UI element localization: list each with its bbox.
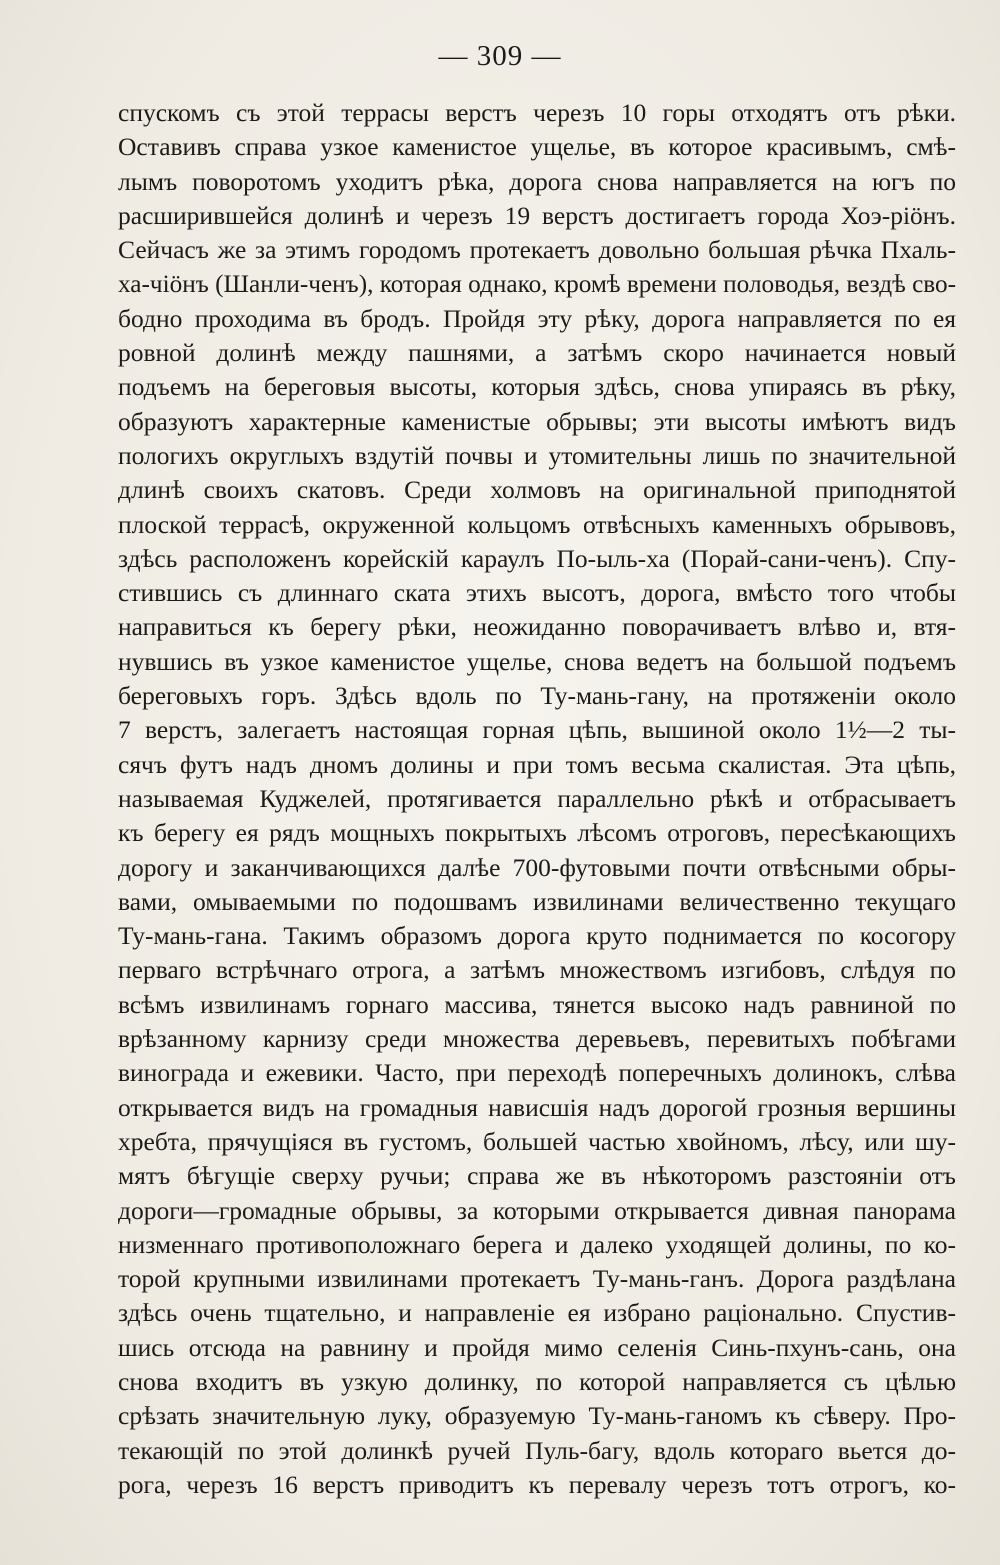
- text-line: мятъ бѣгущіе сверху ручьи; справа же въ нѣкоторомъ разстояніи отъ: [118, 1161, 956, 1191]
- text-line: здѣсь очень тщательно, и направленіе ея избрано раціонально. Спустив-: [118, 1298, 956, 1328]
- text-line: перваго встрѣчнаго отрога, а затѣмъ множествомъ изгибовъ, слѣдуя по: [118, 955, 956, 985]
- text-line: шись отсюда на равнину и пройдя мимо селенія Синь-пхунъ-сань, она: [118, 1332, 956, 1362]
- text-line: нувшись въ узкое каменистое ущелье, снова ведетъ на большой подъемъ: [118, 646, 956, 676]
- text-line: 7 верстъ, залегаетъ настоящая горная цѣпь, вышиной около 1½—2 ты-: [118, 715, 956, 745]
- text-line: пологихъ округлыхъ вздутій почвы и утомительны лишь по значительной: [118, 440, 956, 470]
- text-line: дороги—громадные обрывы, за которыми открывается дивная панорама: [118, 1195, 956, 1225]
- text-line: образуютъ характерные каменистые обрывы; эти высоты имѣютъ видъ: [118, 406, 956, 436]
- text-line: Оставивъ справа узкое каменистое ущелье, въ которое красивымъ, смѣ-: [118, 132, 956, 162]
- text-line: врѣзанному карнизу среди множества деревьевъ, перевитыхъ побѣгами: [118, 1024, 956, 1054]
- text-line: расширившейся долинѣ и черезъ 19 верстъ достигаетъ города Хоэ-ріöнъ.: [118, 200, 956, 230]
- text-line: текающій по этой долинкѣ ручей Пуль-багу, вдоль котораго вьется до-: [118, 1435, 956, 1465]
- text-line: Ту-мань-гана. Такимъ образомъ дорога круто поднимается по косогору: [118, 921, 956, 951]
- text-line: подъемъ на береговыя высоты, которыя здѣсь, снова упираясь въ рѣку,: [118, 372, 956, 402]
- text-line: хребта, прячущіяся въ густомъ, большей частью хвойномъ, лѣсу, или шу-: [118, 1126, 956, 1156]
- text-line: здѣсь расположенъ корейскій караулъ По-ыль-ха (Порай-сани-ченъ). Спу-: [118, 543, 956, 573]
- text-line: береговыхъ горъ. Здѣсь вдоль по Ту-мань-гану, на протяженіи около: [118, 681, 956, 711]
- text-line: дорогу и заканчивающихся далѣе 700-футовыми почти отвѣсными обры-: [118, 852, 956, 882]
- text-line: винограда и ежевики. Часто, при переходѣ поперечныхъ долинокъ, слѣва: [118, 1058, 956, 1088]
- text-line: плоской террасѣ, окруженной кольцомъ отвѣсныхъ каменныхъ обрывовъ,: [118, 509, 956, 539]
- text-line: бодно проходима въ бродъ. Пройдя эту рѣку, дорога направляется по ея: [118, 303, 956, 333]
- text-line: ха-чiöнъ (Шанли-ченъ), которая однако, кромѣ времени половодья, вездѣ сво-: [118, 270, 956, 299]
- text-line: вами, омываемыми по подошвамъ извилинами величественно текущаго: [118, 886, 956, 916]
- text-line: ровной долинѣ между пашнями, а затѣмъ скоро начинается новый: [118, 338, 956, 368]
- text-line: называемая Куджелей, протягивается параллельно рѣкѣ и отбрасываетъ: [118, 783, 956, 813]
- text-line: низменнаго противоположнаго берега и далеко уходящей долины, по ко-: [118, 1229, 956, 1259]
- text-line: рога, черезъ 16 верстъ приводитъ къ перевалу черезъ тотъ отрогъ, ко-: [118, 1469, 956, 1499]
- text-line: къ берегу ея рядъ мощныхъ покрытыхъ лѣсомъ отроговъ, пересѣкающихъ: [118, 818, 956, 848]
- text-line: срѣзать значительную луку, образуемую Ту-мань-ганомъ къ сѣверу. Про-: [118, 1401, 956, 1431]
- page-number: — 309 —: [438, 40, 562, 72]
- text-line: сячъ футъ надъ дномъ долины и при томъ весьма скалистая. Эта цѣпь,: [118, 749, 956, 779]
- text-line: спускомъ съ этой террасы верстъ черезъ 10 горы отходятъ отъ рѣки.: [118, 98, 956, 127]
- text-line: длинѣ своихъ скатовъ. Среди холмовъ на оригинальной приподнятой: [118, 475, 956, 505]
- text-line: торой крупными извилинами протекаетъ Ту-мань-ганъ. Дорога раздѣлана: [118, 1264, 956, 1294]
- text-line: лымъ поворотомъ уходитъ рѣка, дорога снова направляется на югъ по: [118, 166, 956, 196]
- body-text: [118, 96, 956, 1502]
- text-line: направиться къ берегу рѣки, неожиданно поворачиваетъ влѣво и, втя-: [118, 612, 956, 642]
- text-line: стившись съ длиннаго ската этихъ высотъ, дорога, вмѣсто того чтобы: [118, 578, 956, 608]
- text-line: всѣмъ извилинамъ горнаго массива, тянется высоко надъ равниной по: [118, 989, 956, 1019]
- text-line: Сейчасъ же за этимъ городомъ протекаетъ довольно большая рѣчка Пхаль-: [118, 235, 956, 265]
- text-line: снова входитъ въ узкую долинку, по которой направляется съ цѣлью: [118, 1366, 956, 1396]
- text-line: открывается видъ на громадныя нависшія надъ дорогой грозныя вершины: [118, 1092, 956, 1122]
